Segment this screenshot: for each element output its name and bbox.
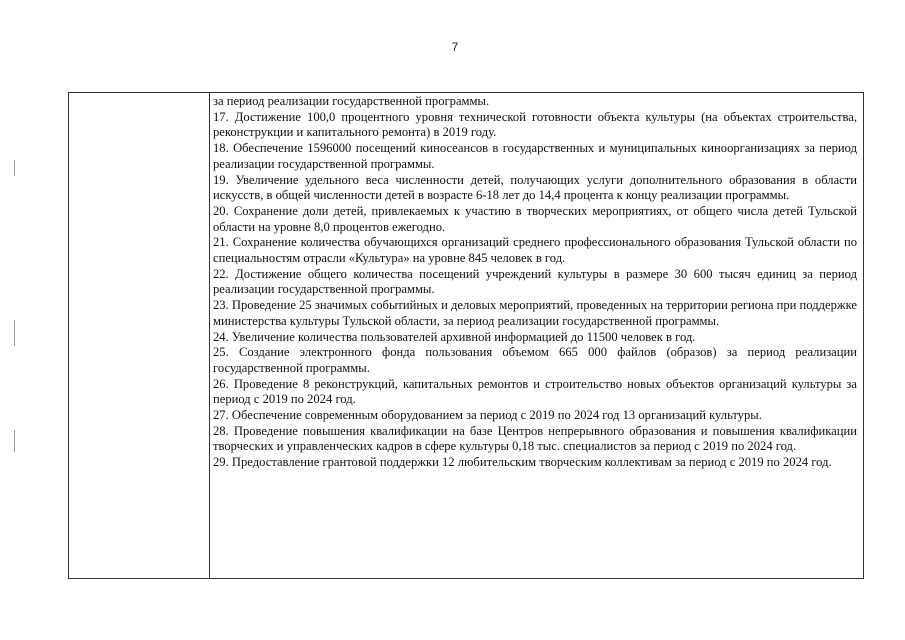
scan-artifact xyxy=(14,430,15,452)
paragraph: 18. Обеспечение 1596000 посещений киносеансов в государственных и муниципальных киноорганизациях за период реализации государственной программы. xyxy=(213,141,857,171)
scan-artifact xyxy=(14,320,15,346)
column-divider xyxy=(209,93,210,578)
paragraph: 24. Увеличение количества пользователей архивной информацией до 11500 человек в год. xyxy=(213,329,696,344)
page-number: 7 xyxy=(451,40,459,54)
paragraph: 17. Достижение 100,0 процентного уровня технической готовности объекта культуры (на объектах строительства, реконструкции и капитального ремонта) в 2019 году. xyxy=(213,109,857,140)
paragraph: 25. Создание электронного фонда пользования объемом 665 000 файлов (образов) за период реализации государственной программы. xyxy=(213,345,857,375)
document-table xyxy=(68,92,864,579)
paragraph: 28. Проведение повышения квалификации на базе Центров непрерывного образования и повышения квалификации творческих и управленческих кадров в сфере культуры 0,18 тыс. специалистов за период с 2019 по 2024 год. xyxy=(213,423,857,454)
paragraph: 21. Сохранение количества обучающихся организаций среднего профессионального образования Тульской области по специальностям отрасли «Культура» на уровне 845 человек в год. xyxy=(213,235,857,266)
paragraph: 20. Сохранение доли детей, привлекаемых к участию в творческих мероприятиях, от общего числа детей Тульской области на уровне 8,0 процентов ежегодно. xyxy=(213,203,857,234)
indicators-cell xyxy=(213,94,857,471)
paragraph: 23. Проведение 25 значимых событийных и деловых мероприятий, проведенных на территории региона при поддержке министерства культуры Тульской области, за период реализации государственной программы. xyxy=(213,298,857,328)
scan-artifact xyxy=(14,160,15,176)
paragraph: 22. Достижение общего количества посещений учреждений культуры в размере 30 600 тысяч единиц за период реализации государственной программы. xyxy=(213,266,857,297)
paragraph: 26. Проведение 8 реконструкций, капитальных ремонтов и строительство новых объектов организаций культуры за период с 2019 по 2024 год. xyxy=(213,376,857,407)
paragraph: за период реализации государственной программы. xyxy=(213,94,490,108)
paragraph: 19. Увеличение удельного веса численности детей, получающих услуги дополнительного образования в области искусств, в общей численности детей в возрасте 6-18 лет до 14,4 процента к концу реализации программы. xyxy=(213,172,857,203)
paragraph: 29. Предоставление грантовой поддержки 12 любительским творческим коллективам за период с 2019 по 2024 год. xyxy=(213,455,832,470)
paragraph: 27. Обеспечение современным оборудованием за период с 2019 по 2024 год 13 организаций культуры. xyxy=(213,408,762,423)
